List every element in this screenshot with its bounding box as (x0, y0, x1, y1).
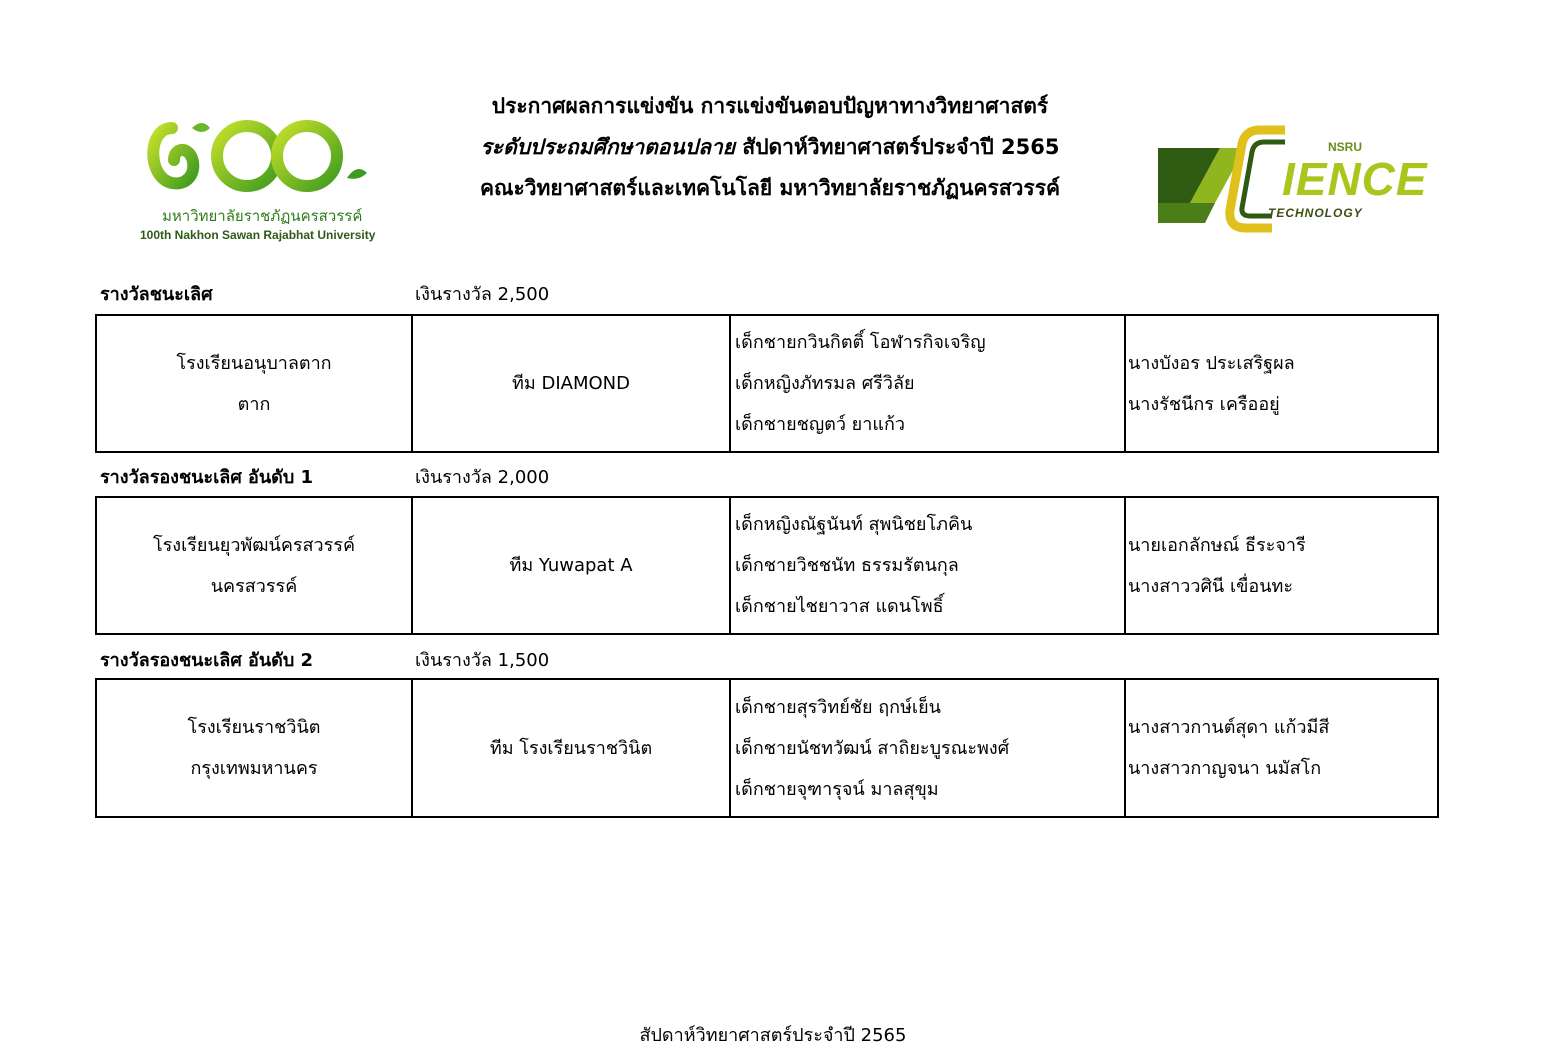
team-cell: ทีม โรงเรียนราชวินิต (412, 679, 730, 817)
announcement-header (380, 92, 1160, 215)
school-name: โรงเรียนยุวพัฒน์ครสวรรค์ (152, 534, 356, 556)
member-name: เด็กชายสุรวิทย์ชัย ฤกษ์เย็น (735, 696, 941, 718)
school-province: ตาก (237, 393, 271, 415)
sc-logo-graphic (1150, 118, 1290, 248)
members-cell (730, 679, 1125, 817)
school-cell (96, 315, 412, 452)
member-name: เด็กชายชญตว์ ยาแก้ว (735, 414, 905, 435)
table-row (96, 315, 1438, 452)
award-title-1: รางวัลชนะเลิศ (100, 284, 213, 305)
member-name: เด็กชายนัชทวัฒน์ สาถิยะบูรณะพงศ์ (735, 737, 1010, 759)
university-name-english: 100th Nakhon Sawan Rajabhat University (140, 228, 376, 242)
members-cell (730, 315, 1125, 452)
member-name: เด็กชายกวินกิตติ์ โอฬารกิจเจริญ (735, 332, 986, 353)
school-name: โรงเรียนราชวินิต (187, 717, 321, 738)
teachers-cell (1125, 679, 1438, 817)
teachers-cell (1125, 497, 1438, 634)
member-name: เด็กหญิงภัทรมล ศรีวิลัย (735, 373, 915, 394)
team-cell: ทีม DIAMOND (412, 315, 730, 452)
header-line-2 (380, 133, 1160, 162)
header-line-3: คณะวิทยาศาสตร์และเทคโนโลยี มหาวิทยาลัยราชภัฏนครสวรรค์ (479, 176, 1061, 200)
award-table-3 (95, 678, 1439, 818)
header-line-1: ประกาศผลการแข่งขัน การแข่งขันตอบปัญหาทางวิทยาศาสตร์ (491, 94, 1049, 118)
teacher-name: นายเอกลักษณ์ ธีระจารี (1128, 534, 1306, 556)
teacher-name: นางสาวกานต์สุดา แก้วมีสี (1128, 717, 1330, 738)
award-table-1 (95, 314, 1439, 453)
teacher-name: นางรัชนีกร เครืออยู่ (1128, 393, 1280, 415)
award-table-2 (95, 496, 1439, 635)
team-cell: ทีม Yuwapat A (412, 497, 730, 634)
teacher-name: นางสาววศินี เขื่อนทะ (1128, 575, 1294, 597)
teacher-name: นางสาวกาญจนา นมัสโก (1128, 758, 1322, 779)
centennial-logo-graphic (132, 108, 372, 208)
science-wordmark: IENCE (1282, 153, 1428, 205)
member-name: เด็กชายจุฑารุจน์ มาลสุขุม (735, 778, 939, 800)
header-line-2-event: สัปดาห์วิทยาศาสตร์ประจำปี 2565 (735, 135, 1060, 159)
prize-amount-1: เงินรางวัล 2,500 (415, 284, 550, 305)
nsru-label: NSRU (1328, 140, 1363, 154)
member-name: เด็กชายไชยาวาส แดนโพธิ์ (735, 596, 944, 617)
table-row (96, 497, 1438, 634)
prize-amount-3: เงินรางวัล 1,500 (415, 650, 550, 671)
university-logo (132, 108, 376, 248)
university-name-thai: มหาวิทยาลัยราชภัฏนครสวรรค์ (162, 207, 363, 225)
header-line-2-level: ระดับประถมศึกษาตอนปลาย (480, 135, 736, 159)
school-cell (96, 497, 412, 634)
page-footer: สัปดาห์วิทยาศาสตร์ประจำปี 2565 (639, 1025, 907, 1046)
member-name: เด็กชายวิชชนัท ธรรมรัตนกุล (735, 555, 959, 576)
members-cell (730, 497, 1125, 634)
school-province: นครสวรรค์ (210, 575, 298, 597)
award-title-2: รางวัลรองชนะเลิศ อันดับ 1 (100, 467, 314, 488)
member-name: เด็กหญิงณัฐนันท์ สุพนิชยโภคิน (735, 514, 973, 535)
teachers-cell (1125, 315, 1438, 452)
prize-amount-2: เงินรางวัล 2,000 (415, 467, 550, 488)
school-province: กรุงเทพมหานคร (190, 758, 318, 779)
technology-wordmark: TECHNOLOGY (1268, 206, 1363, 220)
science-technology-logo (1150, 118, 1428, 248)
school-cell (96, 679, 412, 817)
table-row (96, 679, 1438, 817)
school-name: โรงเรียนอนุบาลตาก (176, 352, 332, 374)
teacher-name: นางบังอร ประเสริฐผล (1128, 352, 1295, 374)
award-title-3: รางวัลรองชนะเลิศ อันดับ 2 (100, 650, 314, 671)
